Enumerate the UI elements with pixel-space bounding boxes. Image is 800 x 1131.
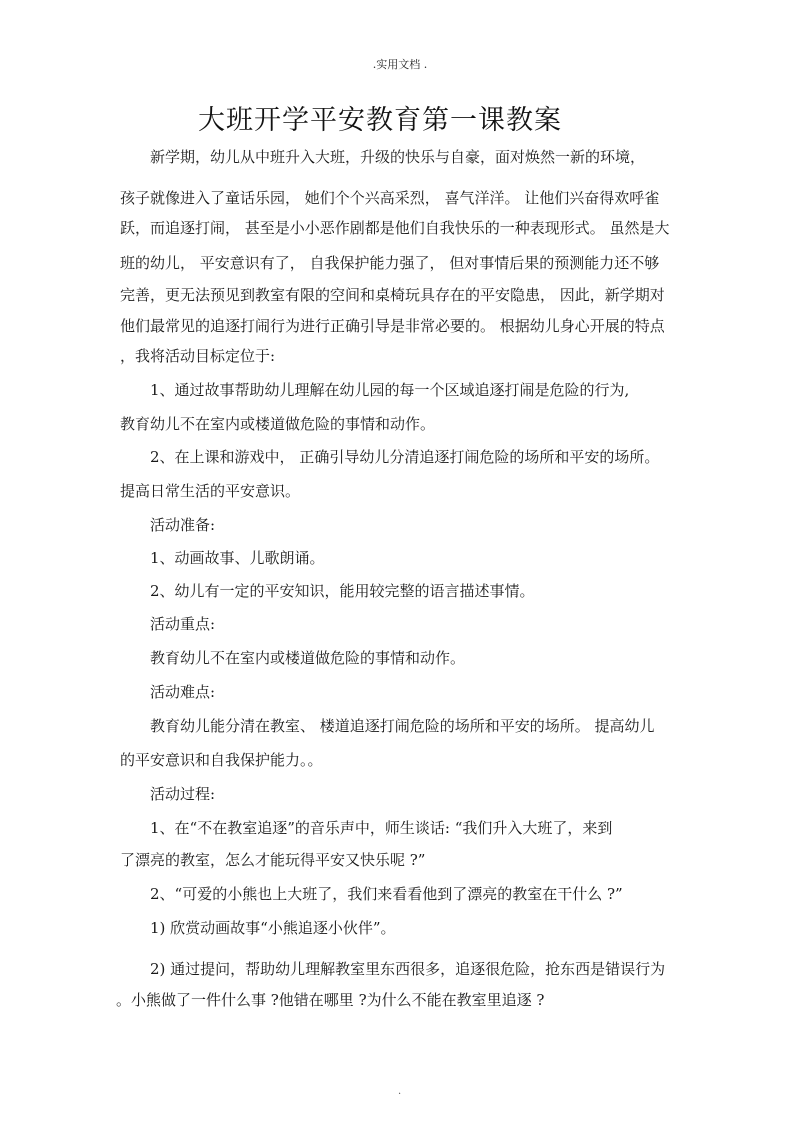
paragraph-line: 教育幼儿能分清在教室、 楼道追逐打闹危险的场所和平安的场所。 提高幼儿 — [150, 717, 655, 735]
paragraph-line: 。小熊做了一件什么事 ?他错在哪里 ?为什么不能在教室里追逐 ? — [116, 991, 545, 1009]
section-heading: 活动过程: — [150, 785, 216, 803]
paragraph-line: 1、在“不在教室追逐”的音乐声中，师生谈话: “我们升入大班了，来到 — [150, 819, 613, 837]
paragraph-line: 孩子就像进入了童话乐园， 她们个个兴高采烈， 喜气洋洋。 让他们兴奋得欢呼雀 — [120, 189, 660, 207]
page-header: .实用文档 . — [372, 58, 428, 71]
paragraph-line: 的平安意识和自我保护能力。。 — [120, 751, 323, 769]
document-title: 大班开学平安教育第一课教案 — [198, 105, 562, 136]
paragraph-line: 新学期，幼儿从中班升入大班，升级的快乐与自豪，面对焕然一新的环境， — [150, 148, 646, 166]
paragraph-line: 1) 欣赏动画故事“小熊追逐小伙伴”。 — [150, 919, 396, 937]
paragraph-line: 2) 通过提问，帮助幼儿理解教室里东西很多，追逐很危险，抢东西是错误行为 — [150, 960, 666, 978]
paragraph-line: 跃，而追逐打闹， 甚至是小小恶作剧都是他们自我快乐的一种表现形式。 虽然是大 — [120, 219, 670, 237]
paragraph-line: 提高日常生活的平安意识。 — [120, 482, 301, 500]
paragraph-line: 教育幼儿不在室内或楼道做危险的事情和动作。 — [150, 649, 466, 667]
paragraph-line: 1、动画故事、儿歌朗诵。 — [150, 549, 325, 567]
paragraph-line: 2、在上课和游戏中， 正确引导幼儿分清追逐打闹危险的场所和平安的场所。 — [150, 448, 660, 466]
paragraph-line: 2、“可爱的小熊也上大班了，我们来看看他到了漂亮的教室在干什么 ?” — [150, 885, 623, 903]
paragraph-line: 他们最常见的追逐打闹行为进行正确引导是非常必要的。 根据幼儿身心开展的特点 — [120, 317, 665, 335]
paragraph-line: 教育幼儿不在室内或楼道做危险的事情和动作。 — [120, 415, 436, 433]
page-footer: . — [398, 1086, 402, 1097]
paragraph-line: 了漂亮的教室，怎么才能玩得平安又快乐呢 ?” — [120, 851, 426, 869]
paragraph-line: 1、通过故事帮助幼儿理解在幼儿园的每一个区域追逐打闹是危险的行为, — [150, 381, 630, 399]
paragraph-line: ，我将活动目标定位于: — [120, 347, 276, 365]
section-heading: 活动难点: — [150, 683, 216, 701]
section-heading: 活动重点: — [150, 615, 216, 633]
paragraph-line: 2、幼儿有一定的平安知识，能用较完整的语言描述事情。 — [150, 582, 535, 600]
section-heading: 活动准备: — [150, 516, 216, 534]
paragraph-line: 班的幼儿， 平安意识有了， 自我保护能力强了， 但对事情后果的预测能力还不够 — [120, 254, 660, 272]
paragraph-line: 完善，更无法预见到教室有限的空间和桌椅玩具存在的平安隐患， 因此，新学期对 — [120, 286, 665, 304]
